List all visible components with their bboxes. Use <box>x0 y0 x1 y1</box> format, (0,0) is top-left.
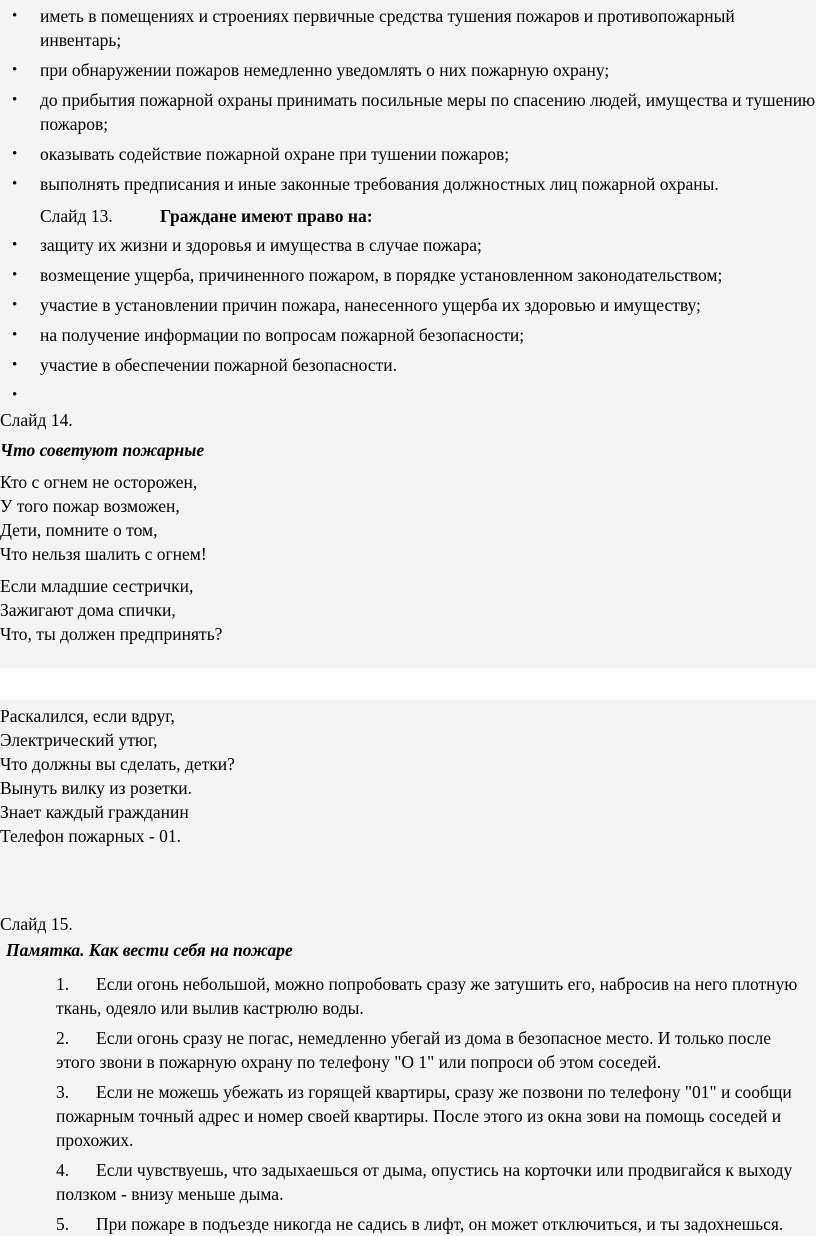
slide13-header <box>0 204 816 231</box>
poem-line: Если младшие сестрички, <box>0 576 194 596</box>
list-item: • выполнять предписания и иные законные требования должностных лиц пожарной охраны. <box>0 172 816 196</box>
poem-part-1 <box>0 466 816 668</box>
list-item <box>0 1026 808 1074</box>
step-number: 4. <box>56 1160 70 1180</box>
poem-line: Что, ты должен предпринять? <box>0 624 223 644</box>
poem-line: Что должны вы сделать, детки? <box>0 754 235 774</box>
list-item <box>0 1080 808 1152</box>
list-item <box>0 1158 808 1206</box>
slide13-label: Слайд 13. <box>40 206 113 226</box>
poem-line: Знает каждый гражданин <box>0 802 189 822</box>
slide14-title: Что советуют пожарные <box>0 440 205 460</box>
slide14-title-row <box>0 438 816 466</box>
steps-section <box>0 966 816 1236</box>
poem-part-2 <box>0 700 816 910</box>
poem-line: Вынуть вилку из розетки. <box>0 778 193 798</box>
slide14-label: Слайд 14. <box>0 410 73 430</box>
rights-list <box>0 233 816 377</box>
step-number: 2. <box>56 1028 70 1048</box>
list-item: • при обнаружении пожаров немедленно уведомлять о них пожарную охрану; <box>0 58 816 82</box>
slide15-title-row <box>0 938 816 966</box>
list-item <box>0 1212 808 1236</box>
poem-stanza-2 <box>0 574 816 646</box>
poem-stanza-1 <box>0 470 816 566</box>
slide13-heading: Граждане имеют право на: <box>160 206 373 226</box>
poem-line: Зажигают дома спички, <box>0 600 176 620</box>
poem-line: Дети, помните о том, <box>0 520 158 540</box>
poem-line: Электрический утюг, <box>0 730 158 750</box>
step-text: При пожаре в подъезде никогда не садись в лифт, он может отключиться, и ты задохнешься. <box>96 1214 784 1234</box>
poem-line: Что нельзя шалить с огнем! <box>0 544 207 564</box>
list-item: • оказывать содействие пожарной охране при тушении пожаров; <box>0 142 816 166</box>
step-number: 1. <box>56 974 70 994</box>
slide14-label-row <box>0 405 816 438</box>
step-text: Если не можешь убежать из горящей квартиры, сразу же позвони по телефону "01" и сообщи пожарным точный адрес и номер своей квартиры. После этого из окна зови на помощь соседей и прохожих. <box>56 1082 792 1150</box>
list-item <box>0 972 808 1020</box>
list-item: • на получение информации по вопросам пожарной безопасности; <box>0 323 816 347</box>
blank-gap <box>0 668 816 700</box>
list-item: • участие в обеспечении пожарной безопасности. <box>0 353 816 377</box>
poem-line: Кто с огнем не осторожен, <box>0 472 198 492</box>
slide15-label: Слайд 15. <box>0 914 73 934</box>
duties-section <box>0 0 816 204</box>
list-item: • иметь в помещениях и строениях первичные средства тушения пожаров и противопожарный инвентарь; <box>0 4 816 52</box>
list-item: • участие в установлении причин пожара, нанесенного ущерба их здоровью и имуществу; <box>0 293 816 317</box>
list-item: • до прибытия пожарной охраны принимать посильные меры по спасению людей, имущества и тушению пожаров; <box>0 88 816 136</box>
list-item: • возмещение ущерба, причиненного пожаром, в порядке установленном законодательством; <box>0 263 816 287</box>
poem-line: У того пожар возможен, <box>0 496 180 516</box>
list-item: • защиту их жизни и здоровья и имущества в случае пожара; <box>0 233 816 257</box>
steps-list <box>0 972 808 1236</box>
slide15-label-row <box>0 910 816 938</box>
step-text: Если огонь небольшой, можно попробовать сразу же затушить его, набросив на него плотную ткань, одеяло или вылив кастрюлю воды. <box>56 974 798 1018</box>
poem-line: Раскалился, если вдруг, <box>0 706 175 726</box>
slide15-title: Памятка. Как вести себя на пожаре <box>6 940 293 960</box>
step-text: Если огонь сразу не погас, немедленно убегай из дома в безопасное место. И только после этого звони в пожарную охрану по телефону "О 1" или попроси об этом соседей. <box>56 1028 772 1072</box>
poem-line: Телефон пожарных - 01. <box>0 826 181 846</box>
step-number: 5. <box>56 1214 70 1234</box>
step-number: 3. <box>56 1082 70 1102</box>
rights-section <box>0 231 816 405</box>
duties-list <box>0 4 816 196</box>
step-text: Если чувствуешь, что задыхаешься от дыма, опустись на корточки или продвигайся к выходу ползком - внизу меньше дыма. <box>56 1160 793 1204</box>
